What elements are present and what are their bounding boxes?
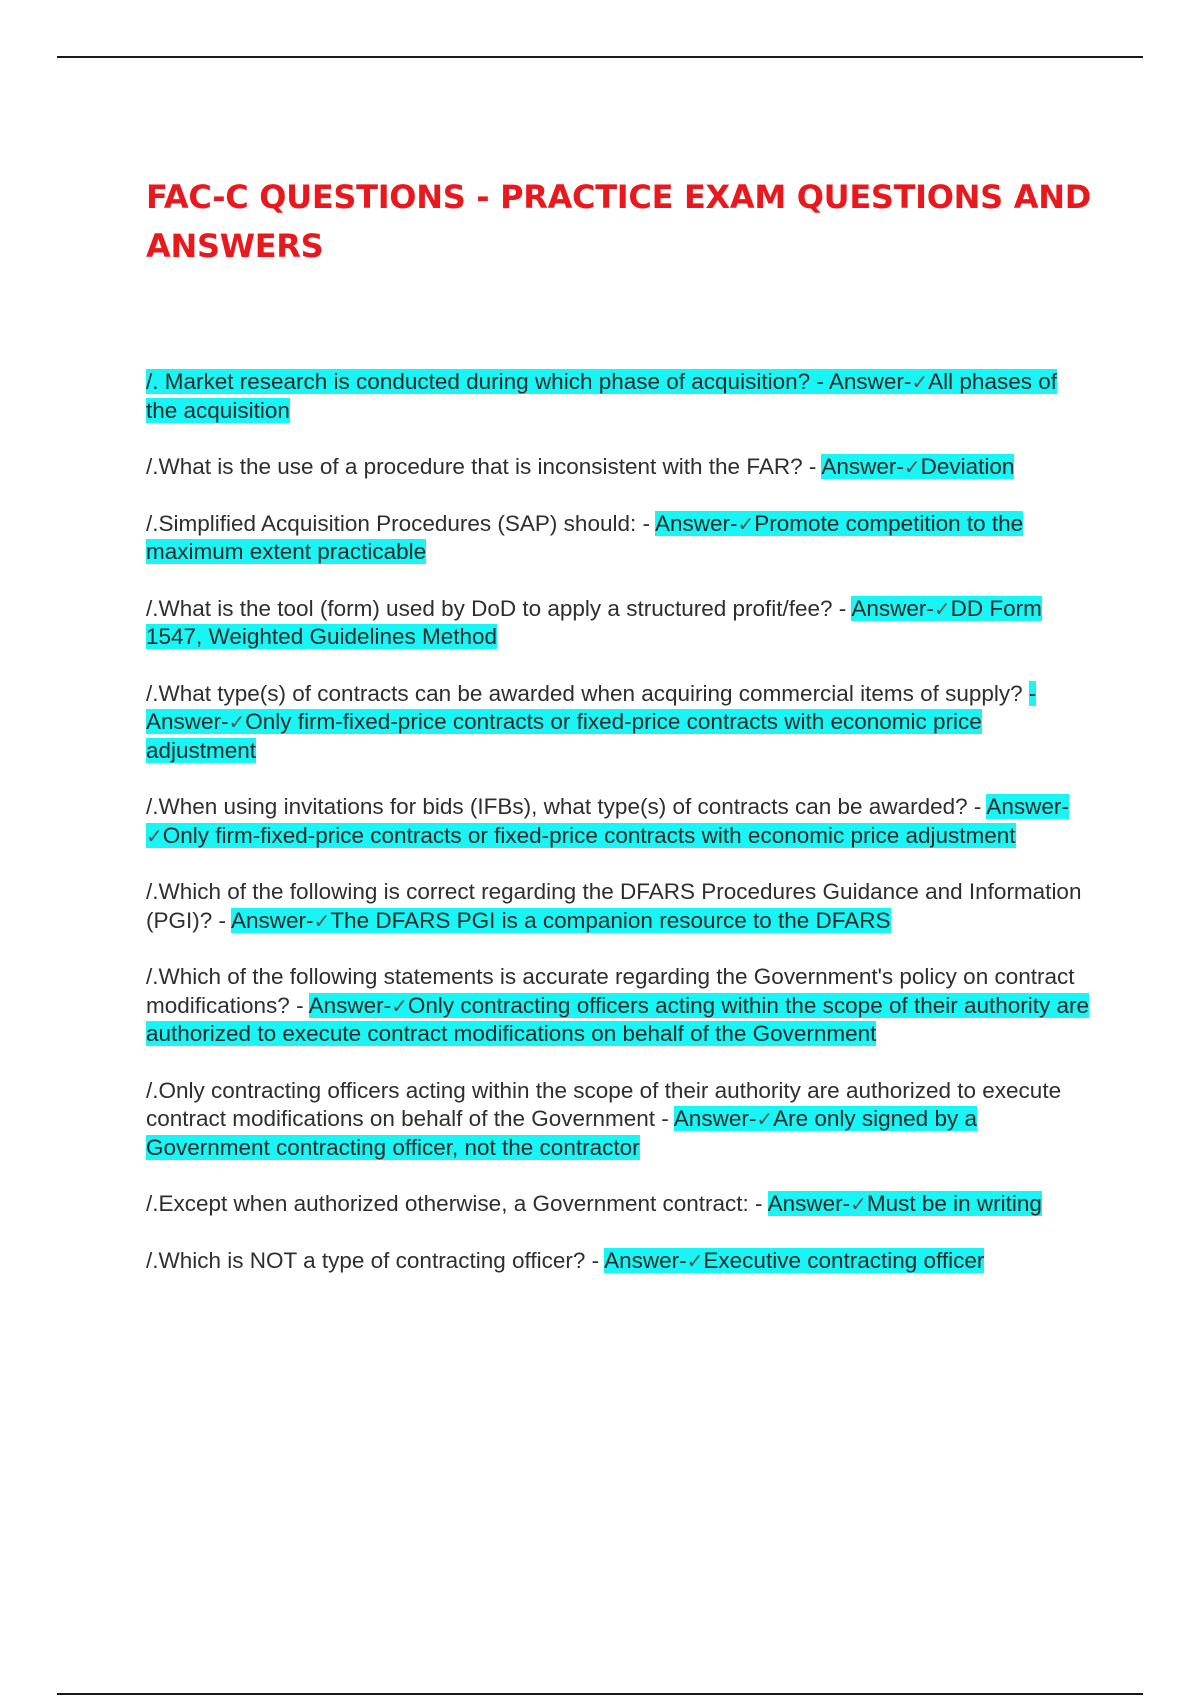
- question-text: /.Only contracting officers acting within the scope of their authority are authorized to execute contract modifications on behalf of the Government -: [146, 1077, 1062, 1131]
- checkmark-icon: ✓: [686, 1248, 704, 1273]
- answer-label: Answer-: [821, 454, 904, 479]
- answer-text: Are only signed by a Government contracting officer, not the contractor: [146, 1106, 977, 1160]
- qa-item: [146, 680, 1094, 766]
- qa-item: [146, 1247, 1094, 1276]
- answer-label: Answer-: [655, 510, 738, 536]
- answer-label: Answer-: [767, 1191, 851, 1216]
- qa-item: [146, 453, 1094, 482]
- qa-item: [146, 510, 1094, 567]
- qa-item: [146, 878, 1094, 935]
- question-text: /. Market research is conducted during which phase of acquisition? - Answer-: [146, 369, 912, 394]
- answer-text: All phases of the acquisition: [146, 369, 1057, 423]
- bottom-rule: [57, 1693, 1143, 1695]
- qa-item: [146, 963, 1094, 1049]
- document-title: FAC-C QUESTIONS - PRACTICE EXAM QUESTIONS AND ANSWERS: [146, 178, 1091, 265]
- answer-text: Only firm-fixed-price contracts or fixed-price contracts with economic price adjustment: [146, 709, 982, 763]
- checkmark-icon: ✓: [737, 511, 755, 536]
- top-rule: [57, 56, 1143, 58]
- checkmark-icon: ✓: [756, 1107, 774, 1131]
- qa-item: [146, 595, 1094, 652]
- answer-text: Executive contracting officer: [703, 1247, 985, 1273]
- answer-dash: -: [1028, 680, 1037, 706]
- answer-label: Answer-: [673, 1106, 757, 1131]
- answer-text: Must be in writing: [866, 1191, 1042, 1216]
- answer-label: Answer-: [308, 992, 392, 1018]
- answer-text: Deviation: [920, 454, 1015, 479]
- qa-list: [146, 368, 1094, 1303]
- question-text: /.What is the tool (form) used by DoD to apply a structured profit/fee? -: [146, 595, 852, 621]
- checkmark-icon: ✓: [228, 710, 246, 734]
- qa-item: [146, 368, 1094, 425]
- qa-item: [146, 1077, 1094, 1163]
- answer-text: Only contracting officers acting within the scope of their authority are authorized to execute contract modifications on behalf of the Government: [146, 992, 1090, 1046]
- answer-text: Only firm-fixed-price contracts or fixed-price contracts with economic price adjustment: [162, 822, 1016, 848]
- answer-text: DD Form 1547, Weighted Guidelines Method: [146, 595, 1042, 649]
- checkmark-icon: ✓: [391, 993, 408, 1018]
- question-text: /.Which is NOT a type of contracting officer? -: [146, 1247, 605, 1273]
- question-text: /.Except when authorized otherwise, a Government contract: -: [146, 1191, 768, 1216]
- answer-label: Answer-: [851, 595, 934, 621]
- question-text: /.What is the use of a procedure that is inconsistent with the FAR? -: [146, 454, 822, 479]
- question-text: /.Which of the following statements is accurate regarding the Government's policy on contract modifications? -: [146, 964, 1075, 1018]
- answer-highlight: [821, 454, 1014, 479]
- question-text: /.Simplified Acquisition Procedures (SAP) should: -: [146, 510, 655, 536]
- answer-text: Promote competition to the maximum extent practicable: [146, 510, 1024, 564]
- answer-text: The DFARS PGI is a companion resource to the DFARS: [330, 907, 891, 933]
- answer-highlight: [604, 1248, 984, 1273]
- answer-label: Answer-: [231, 907, 314, 933]
- answer-label: Answer-: [986, 794, 1069, 819]
- question-text: /.Which of the following is correct regarding the DFARS Procedures Guidance and Information (PGI)? -: [146, 879, 1082, 933]
- answer-highlight: [768, 1191, 1042, 1216]
- checkmark-icon: ✓: [933, 596, 951, 621]
- checkmark-icon: ✓: [850, 1192, 867, 1216]
- question-text: /.What type(s) of contracts can be awarded when acquiring commercial items of supply?: [146, 680, 1029, 706]
- qa-item: [146, 793, 1094, 850]
- answer-label: Answer-: [146, 709, 229, 734]
- checkmark-icon: ✓: [146, 823, 163, 848]
- answer-highlight: [231, 908, 891, 933]
- checkmark-icon: ✓: [903, 455, 921, 479]
- checkmark-icon: ✓: [911, 370, 929, 394]
- question-text: /.When using invitations for bids (IFBs), what type(s) of contracts can be awarded? -: [146, 794, 987, 819]
- answer-label: Answer-: [604, 1247, 687, 1273]
- qa-item: [146, 1190, 1094, 1219]
- checkmark-icon: ✓: [313, 908, 331, 933]
